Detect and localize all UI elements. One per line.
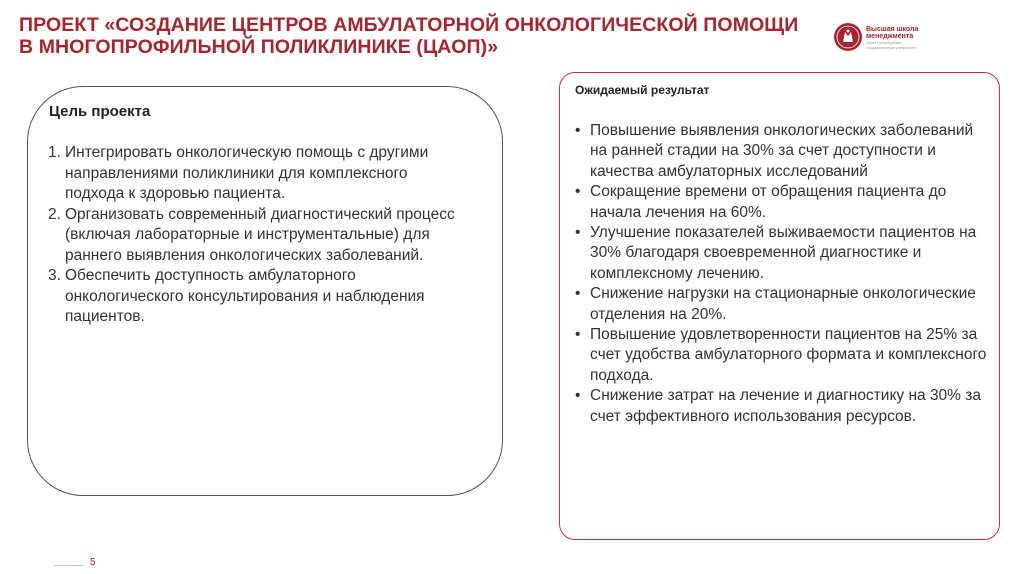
goal-heading: Цель проекта (49, 103, 151, 120)
goal-item-number: 1. (48, 144, 61, 161)
title-line-2: В МНОГОПРОФИЛЬНОЙ ПОЛИКЛИНИКЕ (ЦАОП)» (19, 36, 499, 58)
result-item (574, 284, 989, 325)
page-number: 5 (90, 557, 96, 568)
goal-item (48, 266, 468, 328)
result-item (574, 182, 989, 223)
logo-line-1: Высшая школа (866, 26, 919, 33)
goal-panel (27, 86, 503, 496)
result-item-text: Повышение выявления онкологических заболеваний на ранней стадии на 30% за счет доступности и качества амбулаторных исследований (590, 122, 974, 180)
goal-item (48, 143, 468, 205)
university-emblem-icon (833, 22, 863, 52)
result-item (574, 223, 989, 284)
logo-line-2: менеджмента (866, 33, 914, 40)
result-list (574, 121, 989, 427)
result-item (574, 121, 989, 182)
bullet-icon: • (575, 183, 581, 201)
page-title (19, 14, 819, 58)
result-item-text: Снижение нагрузки на стационарные онкологические отделения на 20%. (590, 285, 976, 323)
goal-item-text: Обеспечить доступность амбулаторного онкологического консультирования и наблюдения пациентов. (65, 267, 425, 325)
result-heading: Ожидаемый результат (575, 83, 710, 97)
result-item (574, 386, 989, 427)
result-item (574, 325, 989, 386)
goal-item (48, 205, 468, 267)
bullet-icon: • (575, 285, 581, 303)
bullet-icon: • (575, 122, 581, 139)
result-item-text: Улучшение показателей выживаемости пациентов на 30% благодаря своевременной диагностике и комплексному лечению. (590, 224, 977, 282)
logo-line-4: государственный университет (866, 46, 917, 51)
footer-divider (54, 565, 84, 566)
bullet-icon: • (575, 224, 581, 242)
title-line-1: ПРОЕКТ «СОЗДАНИЕ ЦЕНТРОВ АМБУЛАТОРНОЙ ОНКОЛОГИЧЕСКОЙ ПОМОЩИ (19, 14, 799, 36)
result-item-text: Снижение затрат на лечение и диагностику на 30% за счет эффективного использования ресурсов. (590, 387, 981, 425)
result-item-text: Сокращение времени от обращения пациента до начала лечения на 60%. (590, 183, 947, 221)
goal-item-text: Организовать современный диагностический процесс (включая лабораторные и инструментальные) для раннего выявления онкологических заболеваний. (65, 205, 455, 264)
result-item-text: Повышение удовлетворенности пациентов на 25% за счет удобства амбулаторного формата и комплексного подхода. (590, 326, 987, 384)
result-panel (559, 72, 1000, 540)
goal-item-number: 3. (48, 267, 61, 284)
bullet-icon: • (575, 387, 581, 405)
goal-item-number: 2. (48, 205, 61, 223)
logo-line-3: Санкт-Петербургский (866, 41, 902, 45)
goal-list (48, 143, 468, 328)
goal-item-text: Интегрировать онкологическую помощь с другими направлениями поликлиники для комплексного подхода к здоровью пациента. (65, 144, 429, 202)
gsom-logo (833, 22, 953, 58)
bullet-icon: • (575, 326, 581, 344)
